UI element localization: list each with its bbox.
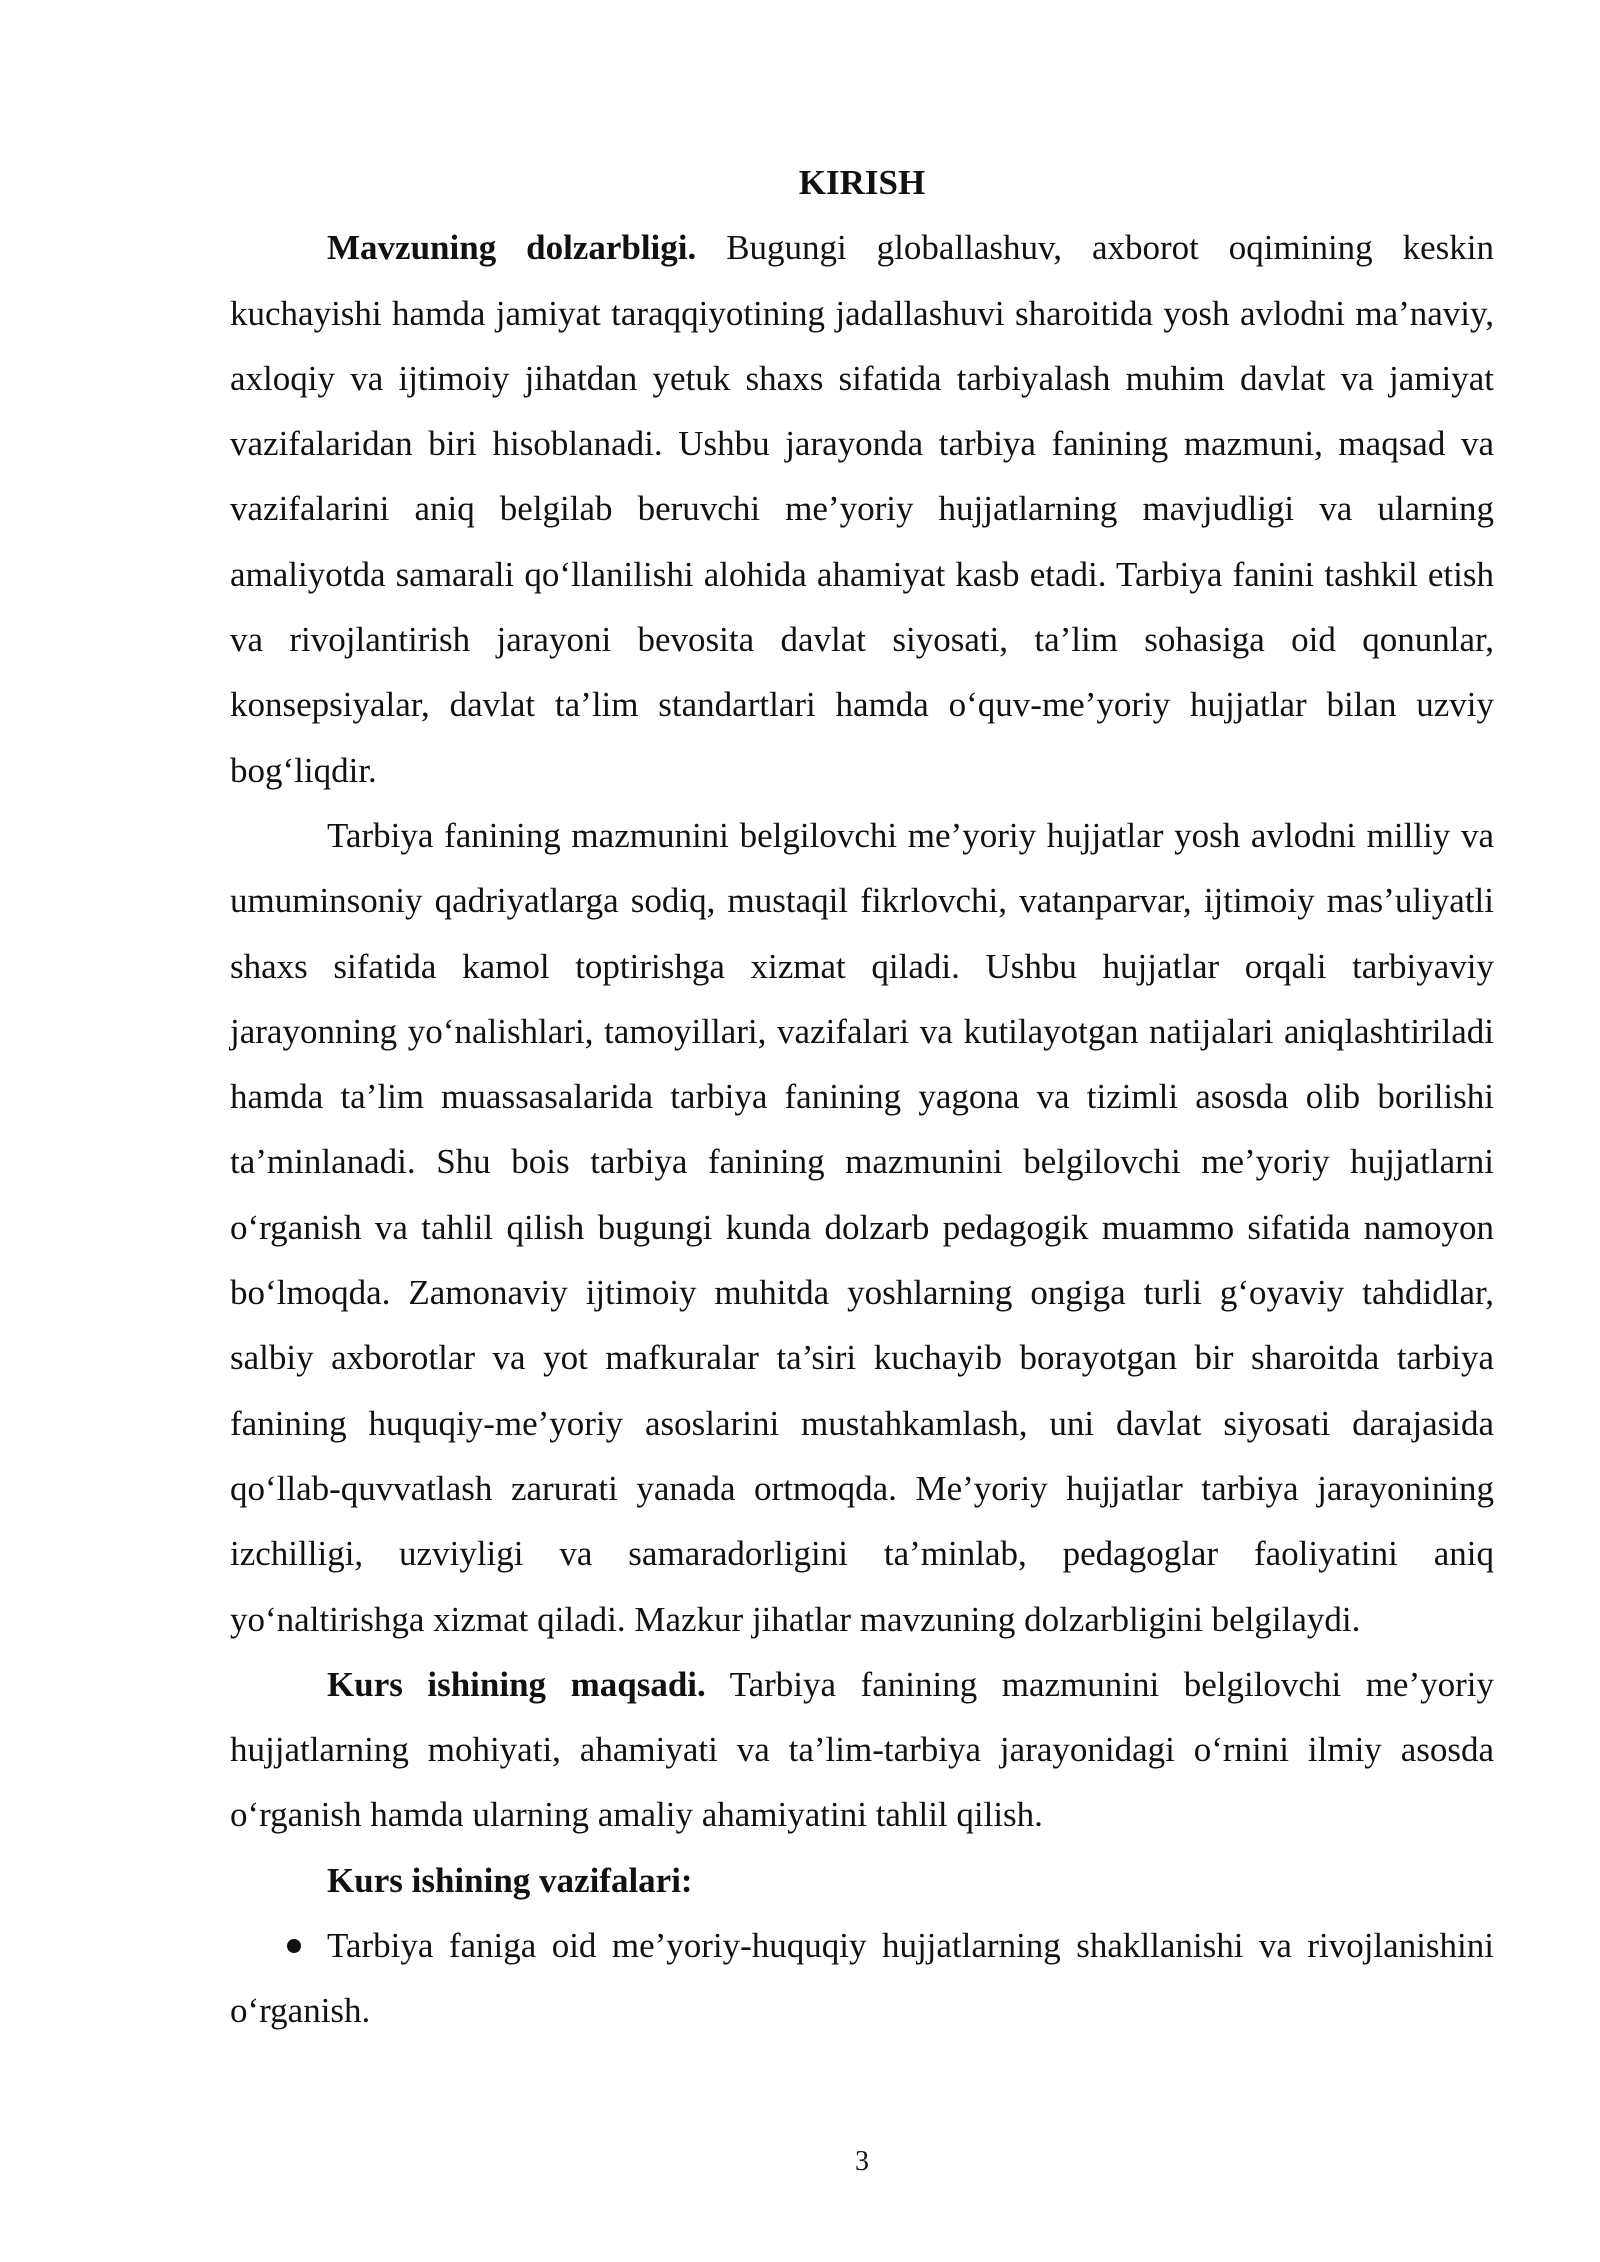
paragraph-goal — [230, 1652, 1494, 1848]
paragraph-lead: Mavzuning dolzarbligi. — [327, 228, 697, 268]
paragraph-relevance — [230, 215, 1494, 803]
paragraph-lead: Kurs ishining maqsadi. — [327, 1664, 706, 1704]
list-item-text: Tarbiya faniga oid me’yoriy-huquqiy hujjatlarning shakllanishi va rivojlanishini o‘rganish. — [230, 1926, 1494, 2031]
page-number: 3 — [855, 2146, 869, 2177]
page-content — [230, 150, 1494, 2044]
paragraph-text: Tarbiya fanining mazmunini belgilovchi me’yoriy hujjatlarning mohiyati, ahamiyati va ta’lim-tarbiya jarayonidagi o‘rnini ilmiy asosda o‘rganish hamda ularning amaliy ahamiyatini tahlil qilish. — [230, 1664, 1494, 1835]
paragraph-text: Tarbiya fanining mazmunini belgilovchi me’yoriy hujjatlar yosh avlodni milliy va umuminsoniy qadriyatlarga sodiq, mustaqil fikrlovchi, vatanparvar, ijtimoiy mas’uliyatli shaxs sifatida kamol toptirishga xizmat qiladi. Ushbu hujjatlar orqali tarbiyaviy jarayonning yo‘nalishlari, tamoyillari, vazifalari va kutilayotgan natijalari aniqlashtiriladi hamda ta’lim muassasalarida tarbiya fanining yagona va tizimli asosda olib borilishi ta’minlanadi. Shu bois tarbiya fanining mazmunini belgilovchi me’yoriy hujjatlarni o‘rganish va tahlil qilish bugungi kunda dolzarb pedagogik muammo sifatida namoyon bo‘lmoqda. Zamonaviy ijtimoiy muhitda yoshlarning ongiga turli g‘oyaviy tahdidlar, salbiy axborotlar va yot mafkuralar ta’siri kuchayib borayotgan bir sharoitda tarbiya fanining huquqiy-me’yoriy asoslarini mustahkamlash, uni davlat siyosati darajasida qo‘llab-quvvatlash zarurati yanada ortmoqda. Me’yoriy hujjatlar tarbiya jarayonining izchilligi, uzviyligi va samaradorligini ta’minlab, pedagoglar faoliyatini aniq yo‘naltirishga xizmat qiladi. Mazkur jihatlar mavzuning dolzarbligini belgilaydi. — [230, 815, 1494, 1639]
paragraph-normative-documents — [230, 803, 1494, 1652]
paragraph-text: Bugungi globallashuv, axborot oqimining keskin kuchayishi hamda jamiyat taraqqiyotining jadallashuvi sharoitida yosh avlodni ma’naviy, axloqiy va ijtimoiy jihatdan yetuk shaxs sifatida tarbiyalash muhim davlat va jamiyat vazifalaridan biri hisoblanadi. Ushbu jarayonda tarbiya fanining mazmuni, maqsad va vazifalarini aniq belgilab beruvchi me’yoriy hujjatlarning mavjudligi va ularning amaliyotda samarali qo‘llanilishi alohida ahamiyat kasb etadi. Tarbiya fanini tashkil etish va rivojlantirish jarayoni bevosita davlat siyosati, ta’lim sohasiga oid qonunlar, konsepsiyalar, davlat ta’lim standartlari hamda o‘quv-me’yoriy hujjatlar bilan uzviy bog‘liqdir. — [230, 228, 1494, 790]
list-item — [230, 1913, 1494, 2044]
tasks-heading: Kurs ishining vazifalari: — [327, 1860, 693, 1900]
tasks-list — [230, 1913, 1494, 2044]
section-title: KIRISH — [798, 163, 926, 202]
